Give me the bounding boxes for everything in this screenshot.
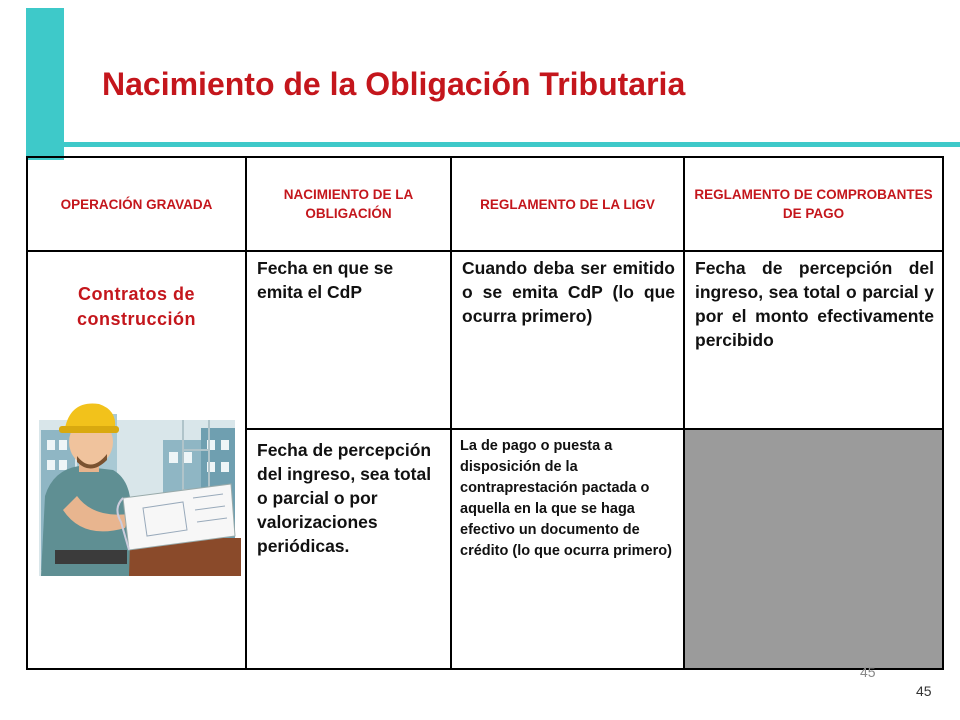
row2-nacimiento-text: Fecha de percepción del ingreso, sea total o parcial o por valorizaciones periódicas. (257, 440, 432, 556)
row2-nacimiento-cell (246, 429, 451, 669)
header-operacion-gravada: OPERACIÓN GRAVADA (27, 157, 246, 251)
row1-nacimiento-cell (246, 251, 451, 429)
row1-nacimiento-text: Fecha en que se emita el CdP (257, 258, 394, 302)
operation-label: Contratos de construcción (76, 284, 197, 329)
row1-reglamento-ligv-text: Cuando deba ser emitido o se emita CdP (lo que ocurra primero) (462, 258, 675, 326)
accent-vertical-bar (26, 8, 64, 160)
header-reglamento-ligv: REGLAMENTO DE LA LIGV (451, 157, 684, 251)
header-reglamento-comprobantes: REGLAMENTO DE COMPROBANTES DE PAGO (684, 157, 943, 251)
row1-reglamento-cdp-text: Fecha de percepción del ingreso, sea total o parcial y por el monto efectivamente percibido (695, 258, 934, 350)
page-number: 45 (916, 683, 932, 699)
construction-worker-icon (33, 400, 241, 576)
slide-title: Nacimiento de la Obligación Tributaria (102, 66, 686, 102)
table-header-row (27, 157, 943, 251)
accent-horizontal-line (26, 142, 960, 147)
row2-reglamento-cdp-empty-cell (684, 429, 943, 669)
row1-reglamento-ligv-cell (451, 251, 684, 429)
row1-reglamento-cdp-cell (684, 251, 943, 429)
row2-reglamento-ligv-text: La de pago o puesta a disposición de la contraprestación pactada o aquella en la que se haga efectivo un documento de crédito (lo que ocurra primero) (460, 438, 672, 559)
row2-reglamento-ligv-cell (451, 429, 684, 669)
header-nacimiento-obligacion: NACIMIENTO DE LA OBLIGACIÓN (246, 157, 451, 251)
page-number-ghost: 45 (860, 664, 876, 680)
